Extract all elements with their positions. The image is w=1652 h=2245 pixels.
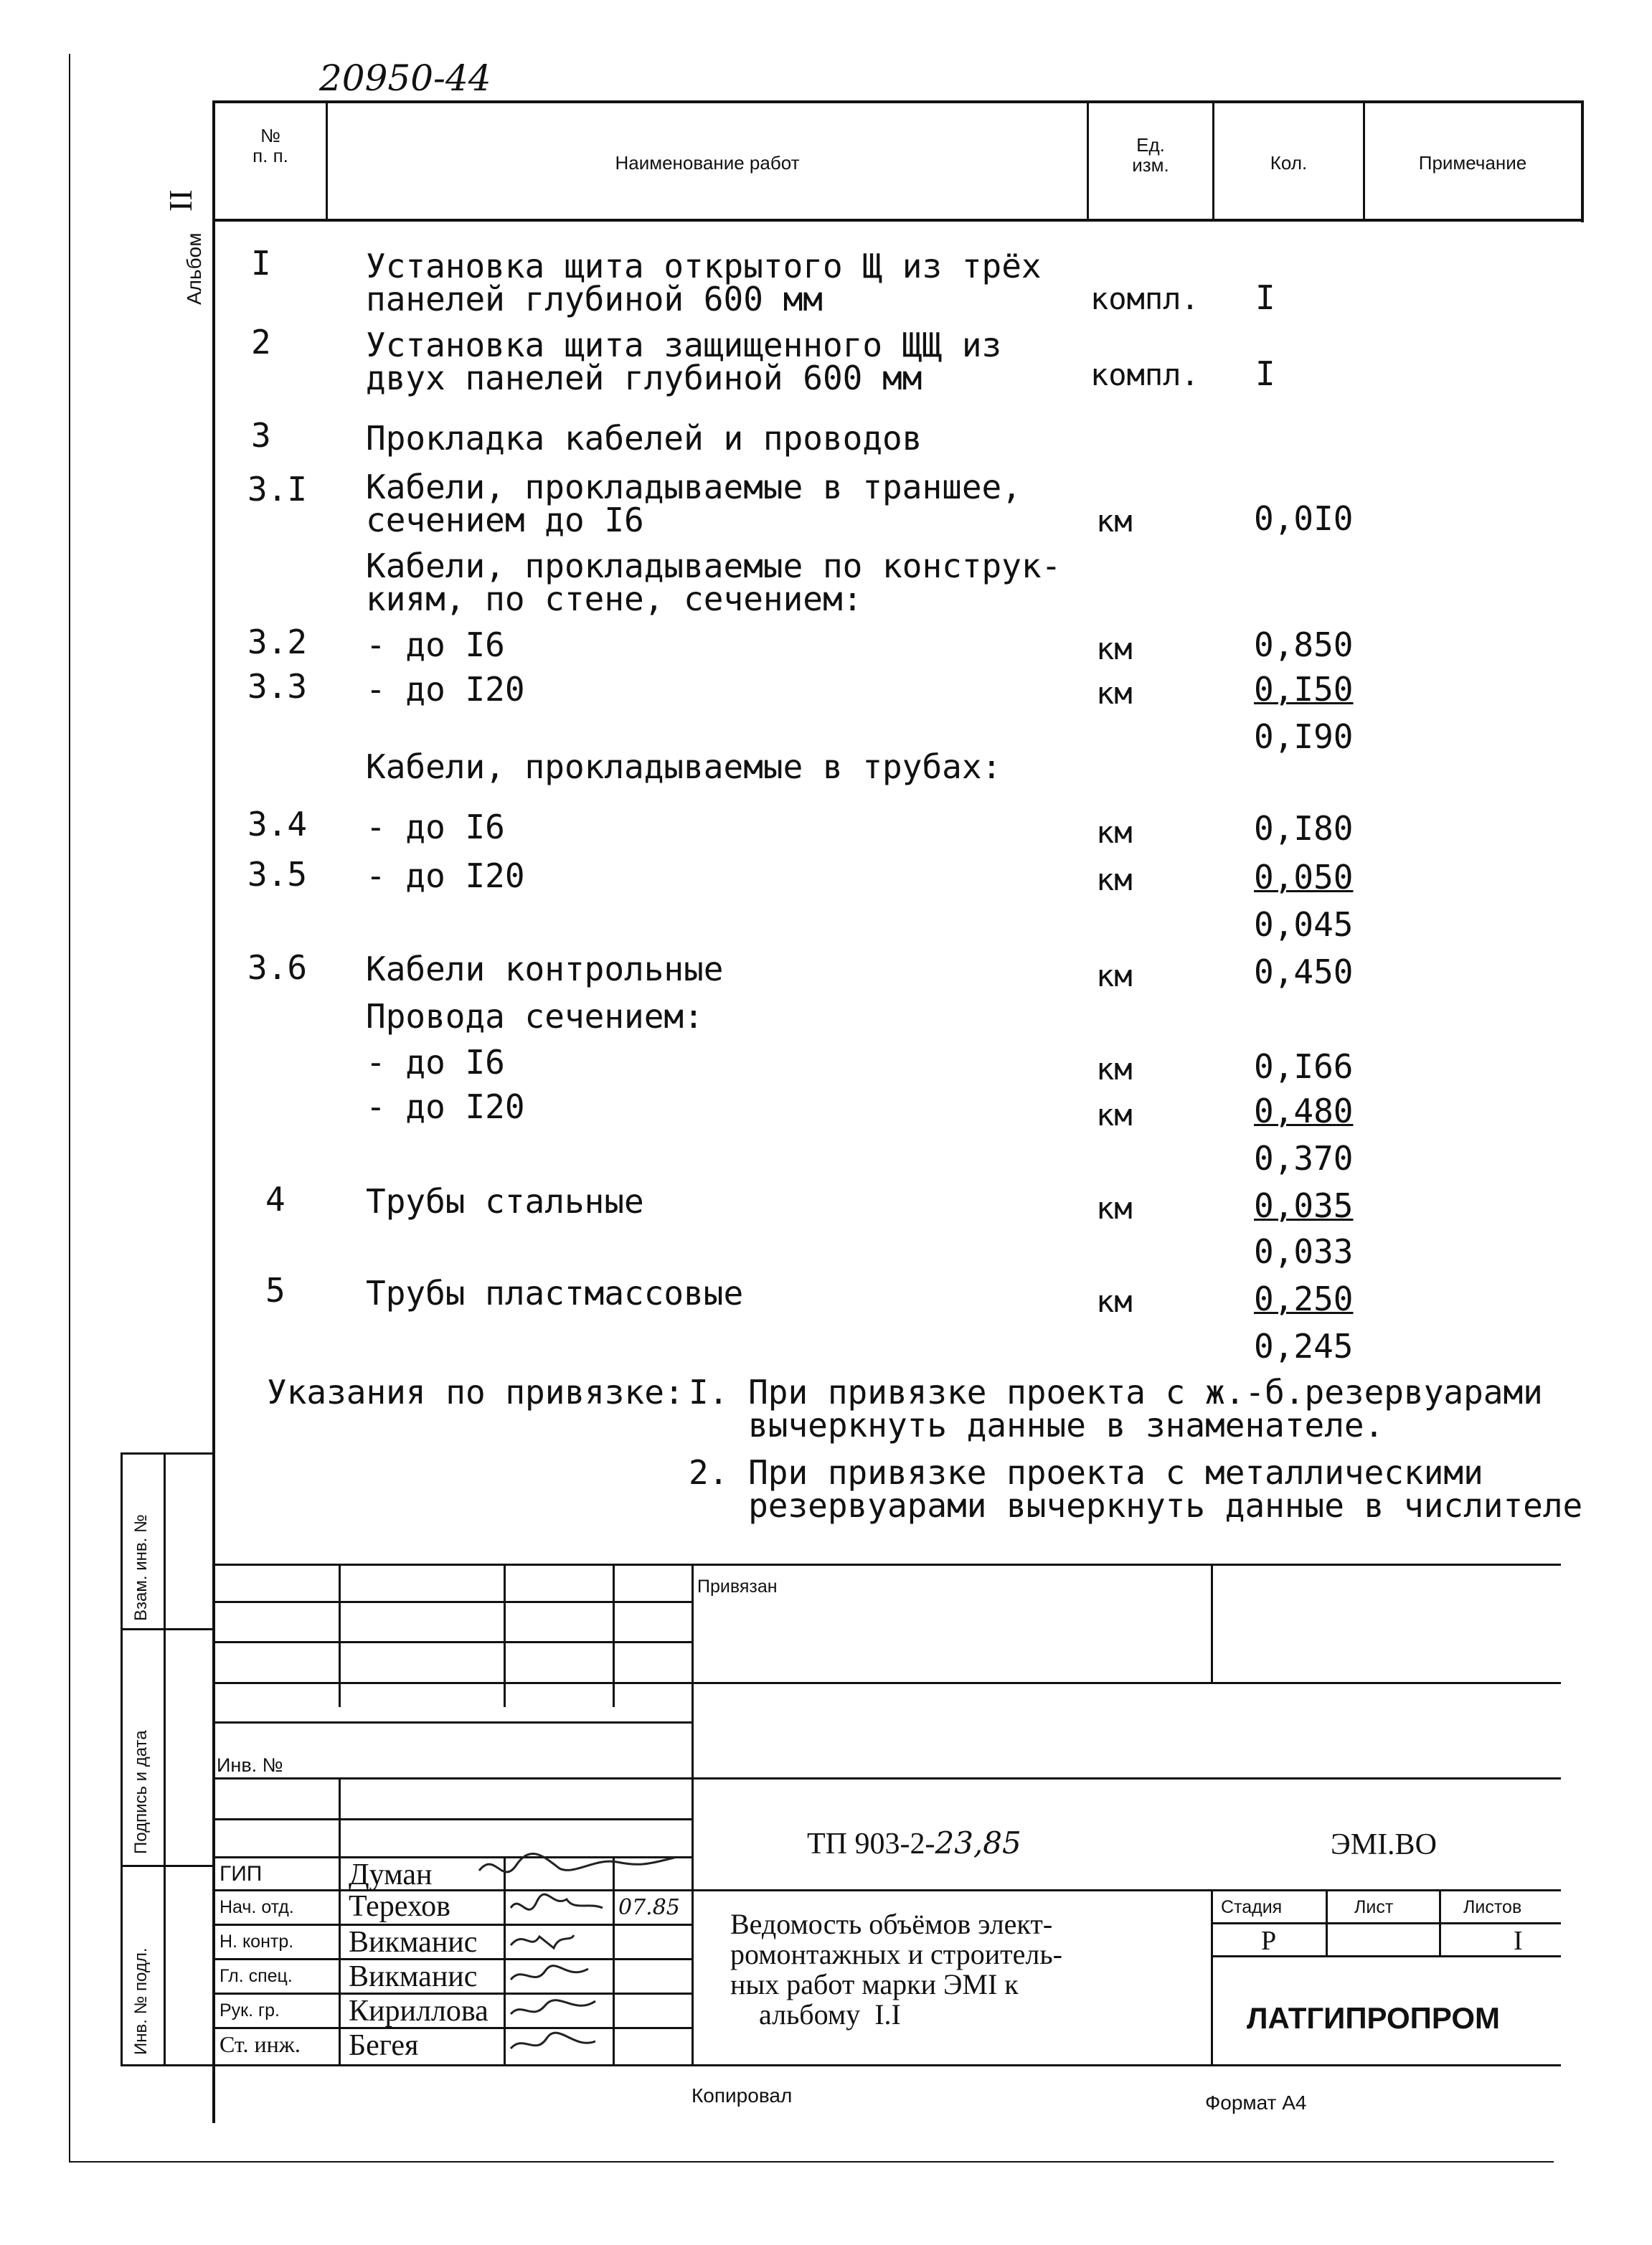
row-text: Установка щита защищенного ЩЩ из двух панелей глубиной 600 мм [366,326,1002,397]
signer-name: Викманис [349,1926,478,1959]
tb-vcol-4 [692,1564,694,2066]
side-label-vzam: Взам. инв. № [131,1514,151,1621]
row-unit: компл. [1090,357,1199,392]
header-num: № п. п. [252,125,288,166]
tb-vcol-3b [613,1856,615,2064]
stamp-col-bottom [121,2064,214,2066]
sheets-label: Листов [1463,1897,1522,1917]
tb-row-3 [212,1682,1561,1684]
row-qty-numerator: 0,I50 [1254,670,1354,709]
row-qty-denominator: 0,370 [1254,1139,1354,1178]
header-name: Наименование работ [615,152,800,174]
header-bottom-line [212,219,1584,222]
row-text: Кабели, прокладываемые по конструк- киям, по стене, сечением: [366,547,1062,618]
project-code [807,1825,1021,1861]
signer-name: Думан [349,1858,433,1891]
instructions-item-1: I. При привязке проекта с ж.-б.резервуарами вычеркнуть данные в знаменателе. [689,1373,1543,1445]
organization-name: ЛАТГИПРОПРОМ [1247,2001,1500,2035]
row-num: 3 [251,416,271,455]
stamp-col-div-2 [121,1865,214,1867]
row-num: 3.3 [247,667,308,706]
row-qty: 0,I80 [1254,809,1354,848]
row-qty: 0,0I0 [1254,499,1354,538]
role-label: Ст. инж. [220,2031,301,2057]
tb-vcol-2b [504,1856,506,2064]
row-text: - до I6 [366,625,505,664]
row-qty-numerator: 0,050 [1254,858,1354,897]
role-label: ГИП [220,1862,263,1886]
row-qty-numerator: 0,250 [1254,1280,1354,1318]
signature-stinzh [511,2033,595,2048]
row-qty-numerator: 0,035 [1254,1186,1354,1225]
row-unit: км [1096,1284,1133,1319]
row-num: 3.4 [247,805,308,843]
tb-stage-col-2 [1439,1889,1441,1955]
project-code-text: ТП 903-2- [807,1828,935,1861]
footer-copied: Копировал [692,2084,793,2107]
row-text: - до I6 [366,808,505,846]
signer-name: Терехов [349,1890,451,1923]
row-text: Прокладка кабелей и проводов [366,419,922,458]
role-label: Н. контр. [220,1932,294,1952]
tb-row-5 [212,1777,1561,1780]
signature-terekhov [511,1894,603,1909]
sheets-value: I [1514,1926,1523,1956]
row-qty: 0,450 [1254,953,1354,991]
row-text: Трубы стальные [366,1182,644,1221]
sheet-label: Лист [1354,1897,1394,1917]
row-num: 3.I [247,470,308,509]
row-text: - до I6 [366,1043,505,1082]
row-text: Провода сечением: [366,997,704,1036]
document-title: Ведомость объёмов элект- ромонтажных и строитель- ных работ марки ЭМI к альбому I.I [730,1908,1062,2031]
signer-name: Кириллова [349,1995,488,2028]
signature-nkontr [511,1935,574,1948]
row-qty-denominator: 0,245 [1254,1327,1354,1366]
row-text: Трубы пластмассовые [366,1274,744,1313]
row-num: 4 [265,1180,285,1219]
row-unit: км [1096,631,1133,666]
tb-stage-col-1 [1326,1889,1328,1955]
stage-value: Р [1261,1926,1277,1956]
side-label-podpis: Подпись и дата [131,1730,151,1854]
tb-vcol-5 [1211,1564,1213,1682]
row-qty: 0,850 [1254,625,1354,664]
role-label: Рук. гр. [220,2000,280,2021]
row-qty: I [1255,354,1275,393]
tb-bottom [212,2064,1561,2066]
tb-top [212,1564,1561,1566]
row-qty: 0,I66 [1254,1047,1354,1086]
stage-label: Стадия [1221,1897,1283,1917]
drawing-mark: ЭМI.ВО [1331,1828,1437,1861]
signature-date: 07.85 [618,1895,680,1920]
row-unit: км [1096,958,1133,993]
album-number: II [162,189,199,212]
row-num: 2 [251,323,271,361]
row-unit: км [1096,1051,1133,1087]
frame-right [1581,100,1584,222]
stamp-col-left [121,1452,123,2066]
tb-vcol-6 [1211,1889,1213,2066]
row-num: 5 [265,1271,285,1310]
tb-vcol-2 [504,1564,506,1707]
row-unit: км [1096,862,1133,897]
row-qty-denominator: 0,I90 [1254,717,1354,756]
signer-name: Викманис [349,1960,478,1993]
signature-glspec [511,1966,588,1980]
row-qty-numerator: 0,480 [1254,1092,1354,1130]
row-unit: компл. [1090,281,1199,316]
header-note: Примечание [1418,152,1527,174]
stamp-col-mid [164,1452,166,2066]
instructions-item-2: 2. При привязке проекта с металлическими резервуарами вычеркнуть данные в числителе [689,1453,1583,1525]
row-unit: км [1096,1191,1133,1226]
role-label: Нач. отд. [220,1897,294,1917]
project-code-handwritten: 23,85 [935,1825,1021,1861]
row-num: I [251,244,271,283]
tb-row-1 [212,1601,693,1603]
side-label-inv-podl: Инв. № подл. [131,1947,151,2055]
row-num: 3.2 [247,623,308,661]
doc-number: 20950-44 [319,57,491,99]
tb-row-2 [212,1641,693,1643]
row-text: Кабели, прокладываемые в траншее, сечением до I6 [366,468,1021,539]
row-unit: км [1096,504,1133,539]
signer-name: Бегея [349,2029,419,2062]
footer-format: Формат А4 [1205,2092,1307,2114]
frame-bottom-margin [69,2161,1554,2163]
tb-row-4 [212,1721,693,1724]
row-unit: км [1096,815,1133,850]
tb-stage-row-1 [1211,1922,1561,1924]
row-num: 3.6 [247,948,308,987]
tb-vcol-1 [339,1564,341,1707]
tb-vcol-1b [339,1777,341,2064]
row-text: - до I20 [366,1087,525,1126]
row-text: - до I20 [366,670,525,709]
row-text: Кабели контрольные [366,950,724,988]
album-label: Альбом [183,232,205,305]
row-unit: км [1096,1097,1133,1133]
tb-row-7 [212,1856,693,1858]
signature-rukgr [511,2000,595,2014]
stamp-col-div-1 [121,1628,214,1630]
frame-top [212,100,1584,103]
stamp-col-top [121,1452,214,1455]
row-num: 3.5 [247,855,308,894]
row-qty-denominator: 0,045 [1254,905,1354,944]
tb-row-6 [212,1818,693,1820]
tb-vcol-3 [613,1564,615,1707]
row-qty-denominator: 0,033 [1254,1232,1354,1271]
header-unit: Ед. изм. [1132,134,1169,176]
instructions-label: Указания по привязке: [267,1373,684,1412]
frame-left-margin [69,54,70,2163]
row-qty: I [1255,278,1275,317]
header-qty: Кол. [1270,152,1308,174]
inv-no-label: Инв. № [217,1754,283,1776]
role-label: Гл. спец. [220,1966,293,1986]
row-unit: км [1096,676,1133,711]
privyazan-label: Привязан [697,1577,778,1597]
row-text: Кабели, прокладываемые в трубах: [366,747,1002,786]
row-text: - до I20 [366,856,525,895]
row-text: Установка щита открытого Щ из трёх панелей глубиной 600 мм [366,247,1042,318]
